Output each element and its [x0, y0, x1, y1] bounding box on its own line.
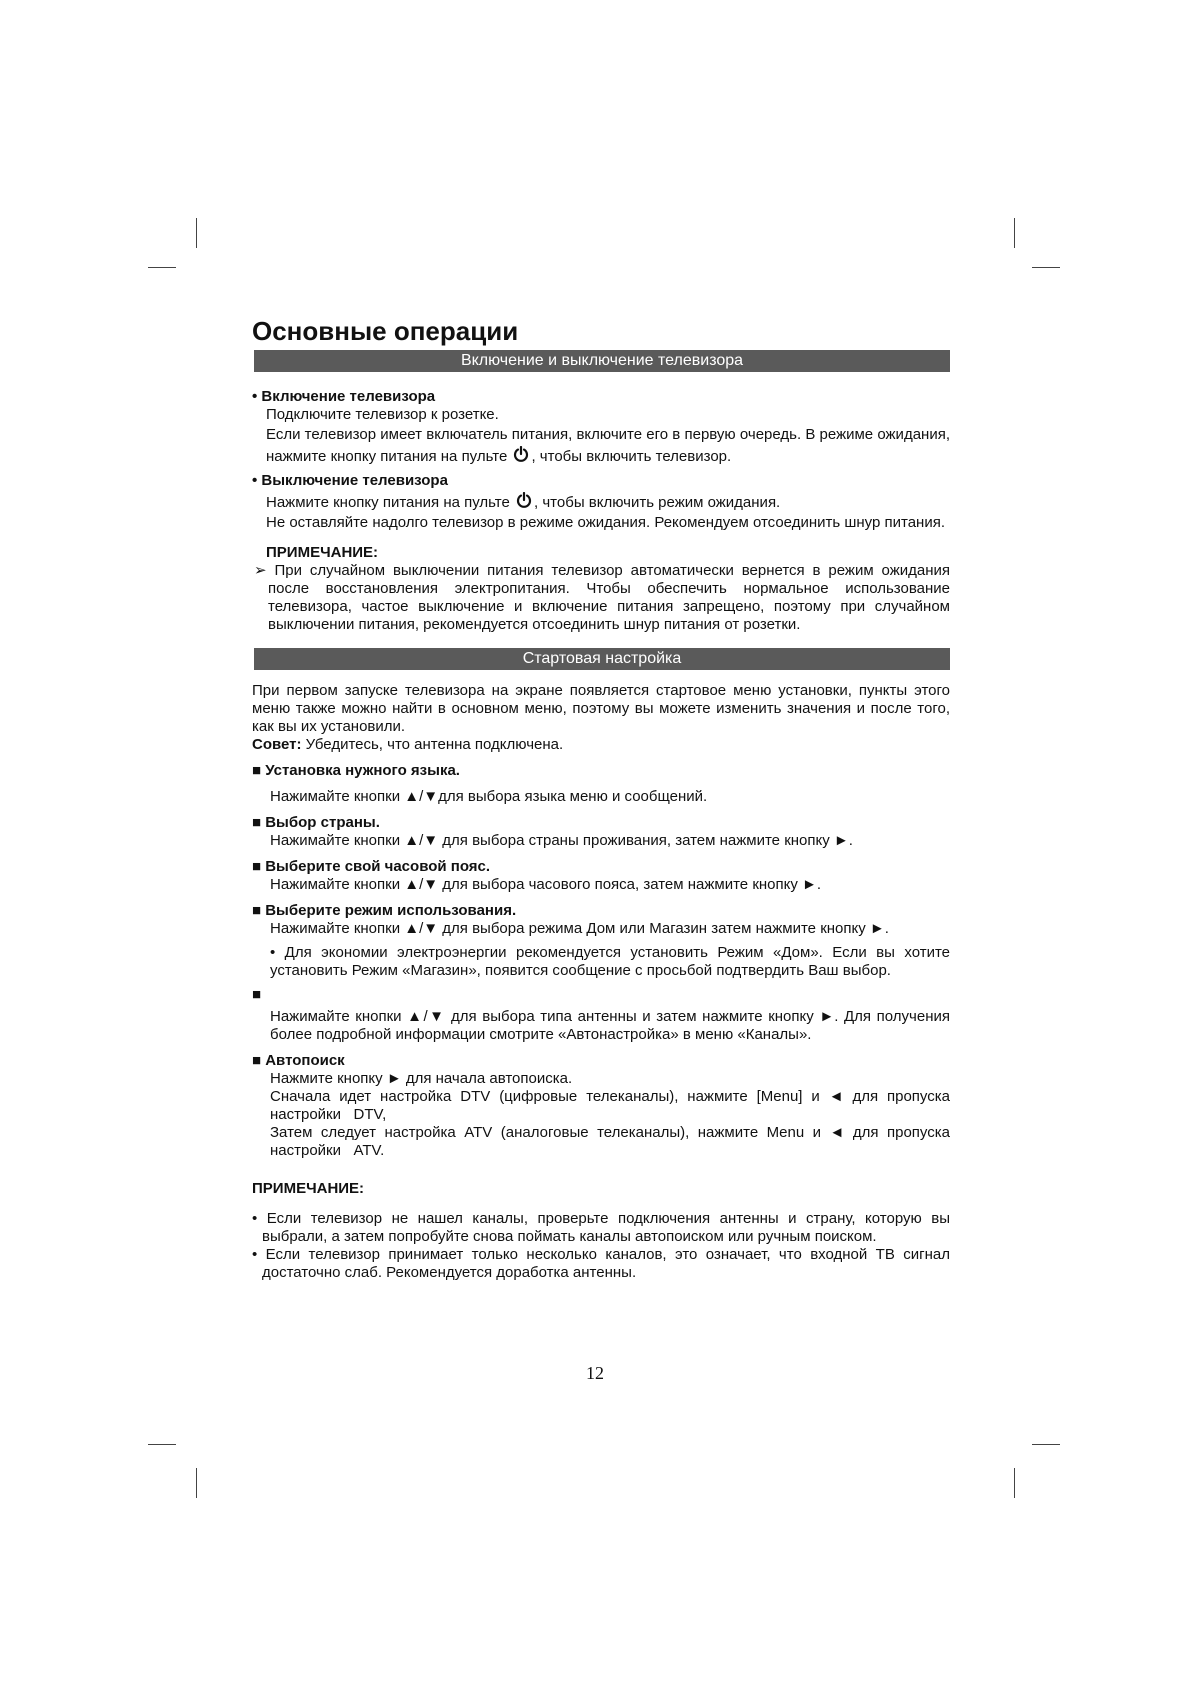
power-on-heading: • Включение телевизора [252, 388, 436, 405]
mode-note: • Для экономии электроэнергии рекомендуется установить Режим «Дом». Если вы хотите установить Режим «Магазин», появится сообщение с просьбой подтвердить Ваш выбор. [270, 944, 950, 979]
timezone-text: Нажимайте кнопки ▲/▼ для выбора часового пояса, затем нажмите кнопку ►. [270, 876, 822, 893]
crop-mark [196, 1468, 197, 1498]
autosearch-line1: Нажмите кнопку ► для начала автопоиска. [270, 1070, 573, 1087]
autosearch-line3: Затем следует настройка ATV (аналоговые телеканалы), нажмите Menu и ◄ для пропуска настройки ATV. [270, 1124, 955, 1159]
note-heading: ПРИМЕЧАНИЕ: [266, 544, 379, 561]
power-off-line2: Не оставляйте надолго телевизор в режиме ожидания. Рекомендуем отсоединить шнур питания. [266, 514, 945, 531]
antenna-text: Нажимайте кнопки ▲/▼ для выбора типа антенны и затем нажмите кнопку ►. Для получения более подробной информации смотрите «Автонастройка» в меню «Каналы». [270, 1008, 950, 1043]
mode-text: Нажимайте кнопки ▲/▼ для выбора режима Дом или Магазин затем нажмите кнопку ►. [270, 920, 889, 937]
mode-heading: ■ Выберите режим использования. [252, 902, 517, 919]
country-heading: ■ Выбор страны. [252, 814, 380, 831]
note2-item2: • Если телевизор принимает только несколько каналов, это означает, что входной ТВ сигнал достаточно слаб. Рекомендуется доработка антенны. [252, 1246, 950, 1281]
antenna-bullet: ■ [252, 986, 262, 1003]
autosearch-line2: Сначала идет настройка DTV (цифровые телеканалы), нажмите [Menu] и ◄ для пропуска настройки DTV, [270, 1088, 955, 1123]
crop-mark [148, 1444, 176, 1445]
crop-mark [1032, 1444, 1060, 1445]
section-header-power: Включение и выключение телевизора [254, 350, 950, 372]
autosearch-heading: ■ Автопоиск [252, 1052, 345, 1069]
country-text: Нажимайте кнопки ▲/▼ для выбора страны проживания, затем нажмите кнопку ►. [270, 832, 853, 849]
power-on-line2: Если телевизор имеет включатель питания, включите его в первую очередь. В режиме ожидания, нажмите кнопку питания на пульте , чтобы включить телевизор. [266, 426, 950, 465]
page-number: 12 [586, 1363, 604, 1383]
power-icon [516, 492, 532, 508]
page-title: Основные операции [252, 316, 519, 346]
setup-intro: При первом запуске телевизора на экране появляется стартовое меню установки, пункты этого меню также можно найти в основном меню, поэтому вы можете изменить значения и после того, как вы их установили. [252, 682, 950, 735]
power-on-line1: Подключите телевизор к розетке. [266, 406, 499, 423]
setup-tip: Совет: Убедитесь, что антенна подключена. [252, 736, 564, 753]
page-content [252, 316, 955, 1282]
power-icon [513, 446, 529, 462]
timezone-heading: ■ Выберите свой часовой пояс. [252, 858, 491, 875]
section-header-setup: Стартовая настройка [254, 648, 950, 670]
crop-mark [1032, 267, 1060, 268]
language-heading: ■ Установка нужного языка. [252, 762, 460, 779]
note-text: ➢ При случайном выключении питания телевизор автоматически вернется в режим ожидания после восстановления электропитания. Чтобы обеспечить нормальное использование телевизора, частое выключение и включение питания запрещено, поэтому при случайном выключении питания, рекомендуется отсоединить шнур питания от розетки. [254, 562, 950, 633]
crop-mark [196, 218, 197, 248]
language-text: Нажимайте кнопки ▲/▼для выбора языка меню и сообщений. [270, 788, 708, 805]
crop-mark [1014, 1468, 1015, 1498]
crop-mark [1014, 218, 1015, 248]
power-off-block [252, 472, 950, 532]
note2-heading: ПРИМЕЧАНИЕ: [252, 1180, 365, 1197]
power-off-heading: • Выключение телевизора [252, 472, 448, 489]
power-on-block [252, 388, 950, 468]
note2-item1: • Если телевизор не нашел каналы, проверьте подключения антенны и страну, которую вы выбрали, а затем попробуйте снова поймать каналы автопоиском или ручным поиском. [252, 1210, 950, 1245]
power-off-line1: Нажмите кнопку питания на пульте , чтобы включить режим ожидания. [266, 494, 781, 511]
crop-mark [148, 267, 176, 268]
